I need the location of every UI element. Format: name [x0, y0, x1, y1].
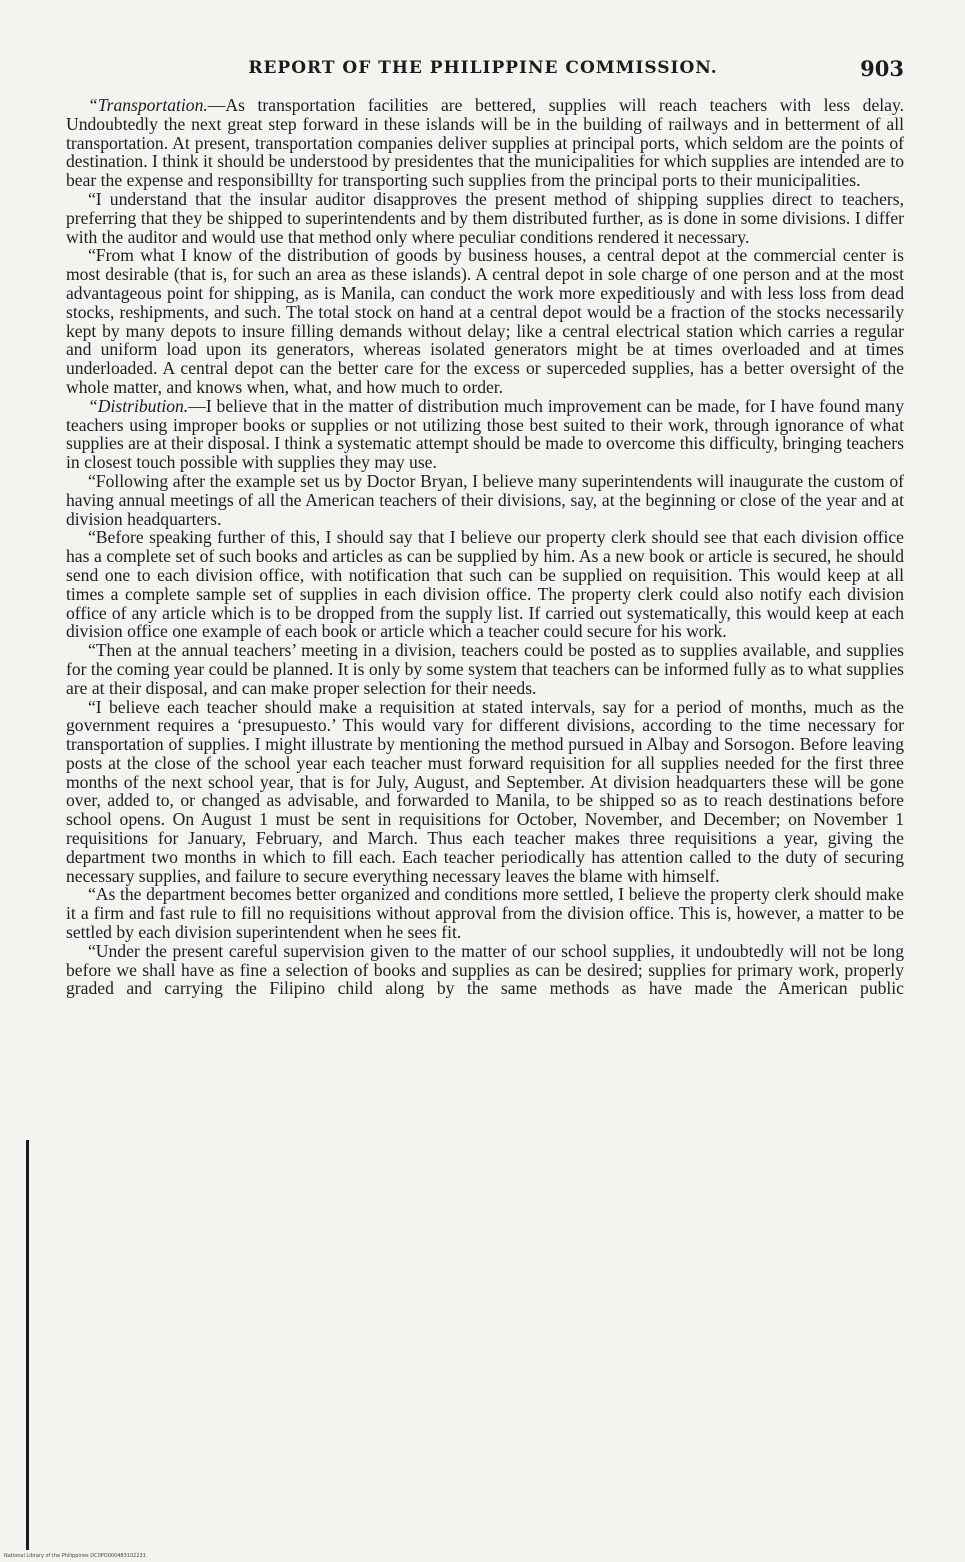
page-number: 903 — [860, 56, 904, 81]
paragraph-lead: “Distribution. — [88, 395, 189, 416]
body-text — [66, 96, 904, 998]
paragraph-annual-meetings — [66, 472, 904, 528]
binding-edge-line — [26, 1140, 29, 1550]
paragraph-text: —As transportation facilities are bettered, supplies will reach teachers with less delay. Undoubtedly the next great step forward in these islands will be in the building of railways and in betterment of all transportation. At present, transportation companies deliver supplies at principal ports, which seldom are the points of destination. I think it should be understood by presidentes that the municipalities for which supplies are intended are to bear the expense and responsibillty for transporting such supplies from the principal ports to their municipalities. — [66, 95, 904, 191]
paragraph-teachers-meeting — [66, 641, 904, 697]
paragraph-text: “I believe each teacher should make a requisition at stated intervals, say for a period of months, much as the government requires a ‘presupuesto.’ This would vary for different divisions, according to the time necessary for transportation of supplies. I might illustrate by mentioning the method pursued in Albay and Sorsogon. Before leaving posts at the close of the school year each teacher must forward requisition for all supplies needed for the first three months of the next school year, that is for July, August, and September. At division headquarters these will be gone over, added to, or changed as advisable, and forwarded to Manila, to be shipped so as to reach destinations before school opens. On August 1 must be sent in requisitions for October, November, and December; on November 1 requisitions for January, February, and March. Thus each teacher makes three requisitions a year, giving the department two months in which to fill each. Each teacher periodically has attention called to the duty of securing necessary supplies, and failure to secure everything necessary leaves the blame with himself. — [66, 696, 904, 886]
paragraph-text: —I believe that in the matter of distribution much improvement can be made, for I have found many teachers using improper books or supplies or not utilizing those best suited to their work, through ignorance of what supplies are at their disposal. I think a systematic attempt should be made to overcome this difficulty, bringing teachers in closest touch possible with supplies they may use. — [66, 395, 904, 473]
paragraph-supervision — [66, 942, 904, 998]
paragraph-text: “Following after the example set us by Doctor Bryan, I believe many superintendents will inaugurate the custom of having annual meetings of all the American teachers of their divisions, say, at the beginning or close of the year and at division headquarters. — [66, 470, 904, 529]
page-header — [62, 58, 904, 88]
paragraph-text: “As the department becomes better organized and conditions more settled, I believe the property clerk should make it a firm and fast rule to fill no requisitions without approval from the division office. This is, however, a matter to be settled by each division superintendent when he sees fit. — [66, 884, 904, 943]
paragraph-auditor — [66, 190, 904, 246]
paragraph-text: “Under the present careful supervision given to the matter of our school supplies, it undoubtedly will not be long before we shall have as fine a selection of books and supplies as can be desired; supplies for primary work, properly graded and carrying the Filipino child along by the same methods as have made the American public — [66, 940, 904, 999]
running-head: REPORT OF THE PHILIPPINE COMMISSION. — [248, 58, 718, 78]
paragraph-distribution — [66, 397, 904, 472]
paragraph-transportation — [66, 96, 904, 190]
paragraph-text: “From what I know of the distribution of goods by business houses, a central depot at the commercial center is most desirable (that is, for such an area as these islands). A central depot in sole charge of one person and at the most advantageous point for shipping, as is Manila, can conduct the work more expeditiously and with less loss from dead stocks, reshipments, and such. The total stock on hand at a central depot would be a fraction of the stocks necessarily kept by many depots to insure filling demands without delay; like a central electrical station which carries a regular and uniform load upon its generators, whereas isolated generators might be at times overloaded and at times underloaded. A central depot can the better care for the excess or superceded supplies, has a better oversight of the whole matter, and knows when, what, and how much to order. — [66, 245, 904, 397]
paragraph-lead: “Transportation. — [88, 95, 208, 115]
paragraph-central-depot — [66, 246, 904, 396]
paragraph-text: “Before speaking further of this, I should say that I believe our property clerk should see that each division office has a complete set of such books and articles as can be supplied by him. As a new book or article is secured, he should send one to each division office, with notification that such can be supplied on requisition. This would keep at all times a complete sample set of supplies in each division office. The property clerk could also notify each division office of any article which is to be dropped from the supply list. If carried out systematically, this would keep at each division office one example of each book or article which a teacher could secure for his work. — [66, 527, 904, 642]
paragraph-text: “Then at the annual teachers’ meeting in a division, teachers could be posted as to supplies available, and supplies for the coming year could be planned. It is only by some system that teachers can be informed fully as to what supplies are at their disposal, and can make proper selection for their needs. — [66, 640, 904, 698]
paragraph-text: “I understand that the insular auditor disapproves the present method of shipping supplies direct to teachers, preferring that they be shipped to superintendents and by them distributed further, as is done in some divisions. I differ with the auditor and would use that method only where peculiar conditions rendered it necessary. — [66, 188, 904, 247]
paragraph-approval-rule — [66, 885, 904, 941]
library-stamp: National Library of the Philippines DC0PO000483102231 — [4, 1553, 146, 1559]
paragraph-property-clerk — [66, 528, 904, 641]
paragraph-requisitions — [66, 698, 904, 886]
